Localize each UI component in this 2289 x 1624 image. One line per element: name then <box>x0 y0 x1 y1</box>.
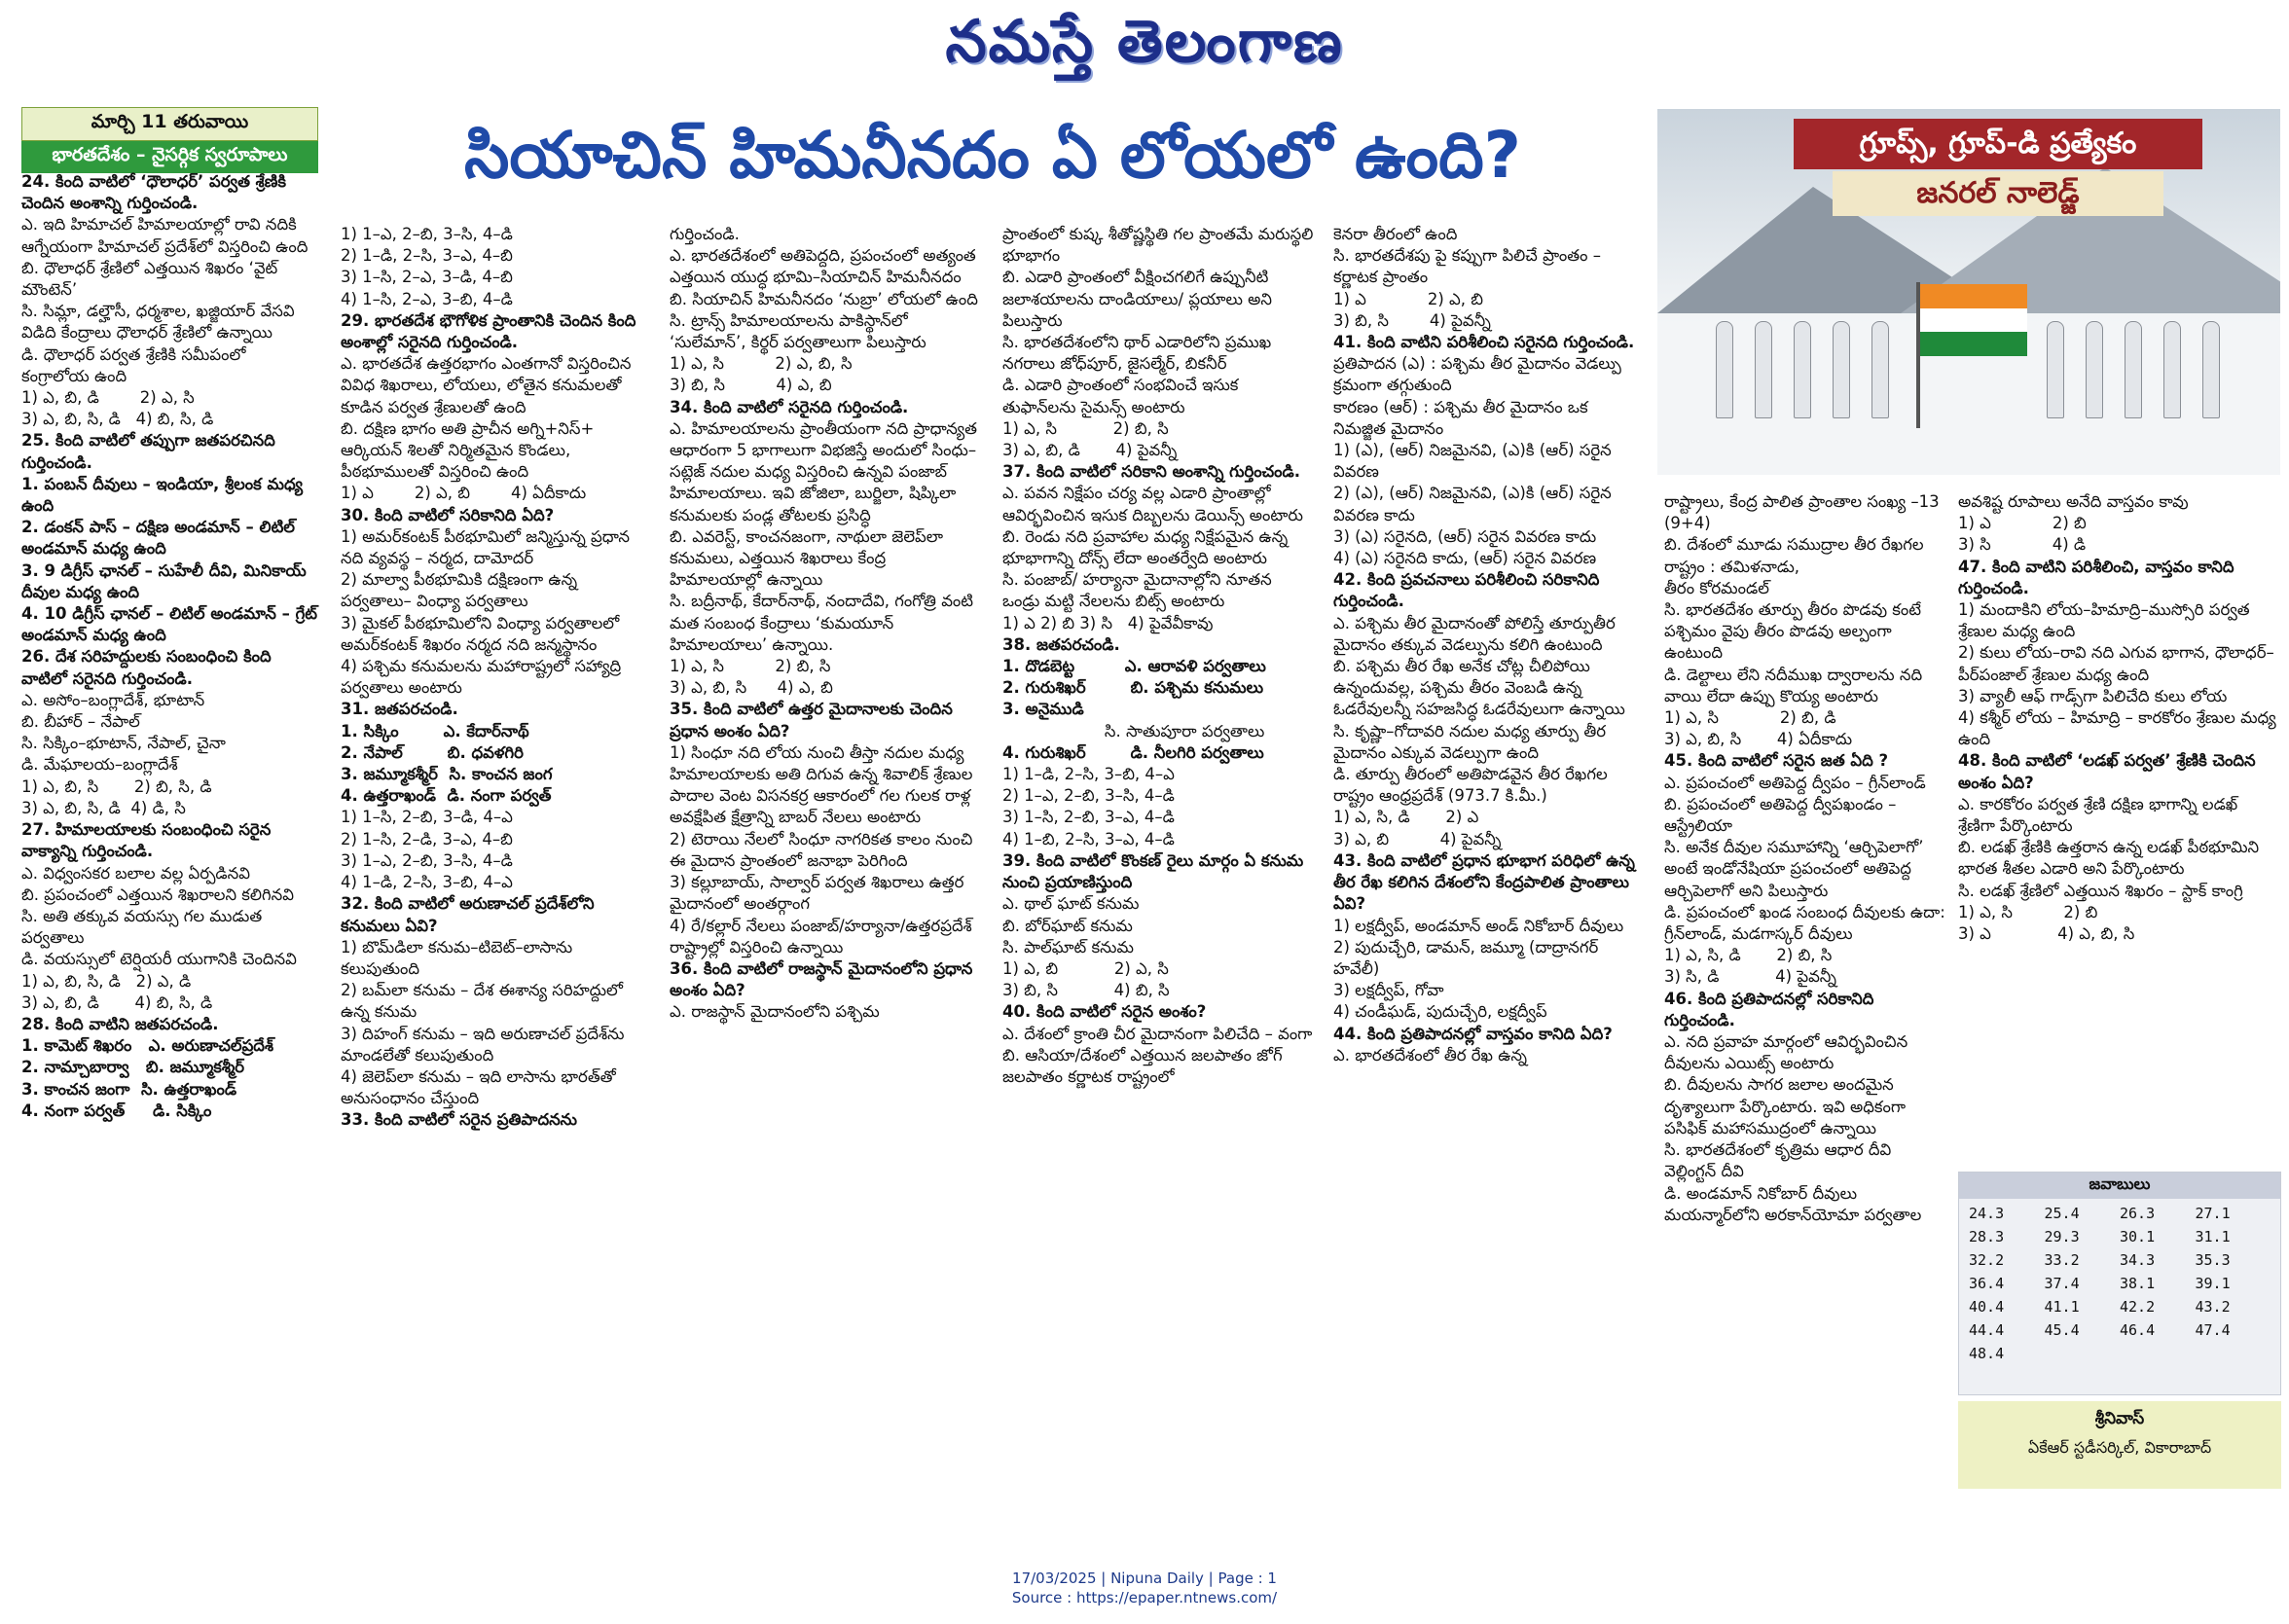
option-text: ఎ. భారతదేశ ఉత్తరభాగం ఎంతగానో విస్తరించిన వివిధ శిఖరాలు, లోయలు, లోతైన కనుమలతో కూడిన పర్వత శ్రేణులతో ఉంది <box>341 354 636 416</box>
option-text: సి. భారతదేశపు పై కప్పుగా పిలిచే ప్రాంతం – కర్ణాటక ప్రాంతం <box>1333 246 1607 287</box>
answer-item: 45.4 <box>2044 1321 2080 1339</box>
text-column-5 <box>1333 224 1645 1066</box>
answer-item: 39.1 <box>2195 1275 2231 1292</box>
answer-item: 37.4 <box>2044 1275 2080 1292</box>
question-text: 3. అనైముడి <box>1002 700 1084 719</box>
option-text: ఎ. థాల్ ఘాట్ కనుమ <box>1002 894 1140 914</box>
option-text: సి. ట్రాన్స్ హిమాలయాలను పాకిస్థాన్‌లో ‘సులేమాన్’, కిర్థర్ పర్వతాలుగా పిలుస్తారు <box>670 310 926 352</box>
option-text: 1) ఎ 2) బి <box>1958 514 2087 533</box>
question-text: 41. కింది వాటిని పరిశీలించి సరైనది గుర్తించండి. <box>1333 333 1635 352</box>
option-text: 1) ఎ, సి 2) బి, సి <box>1002 418 1169 438</box>
option-text: 2) పుదుచ్చేరి, డామన్, జమ్మూ (దాద్రానగర్ హవేలీ) <box>1333 937 1604 978</box>
question-text: 29. భారతదేశ భౌగోళిక ప్రాంతానికి చెందిన కింది అంశాల్లో సరైనది గుర్తించండి. <box>341 310 642 352</box>
text-column-1 <box>21 171 323 1122</box>
soldier-figure <box>1794 321 1811 418</box>
option-text: 2) 1–డి, 2–సి, 3–ఎ, 4–బి <box>341 246 513 266</box>
answer-item: 24.3 <box>1969 1205 2005 1222</box>
option-text: 2) (ఎ), (ఆర్) నిజమైనవి, (ఎ)కి (ఆర్) సరైన వివరణ కాదు <box>1333 484 1617 524</box>
question-text: 27. హిమాలయాలకు సంబంధించి సరైన వాక్యాన్ని గుర్తించండి. <box>21 820 277 861</box>
option-text: 4) 1–డి, 2–సి, 3–బి, 4–ఎ <box>341 873 513 892</box>
answer-item: 34.3 <box>2120 1251 2156 1269</box>
option-text: బి. రెండు నది ప్రవాహాల మధ్య నిక్షేపమైన ఉన్న భూభాగాన్ని దోన్స్ లేదా అంతర్వేది అంటారు <box>1002 526 1293 568</box>
option-text: 1) (ఎ), (ఆర్) నిజమైనవి, (ఎ)కి (ఆర్) సరైన వివరణ <box>1333 441 1617 482</box>
soldier-figure <box>2202 321 2220 418</box>
option-text: ఎ. పశ్చిమ తీర మైదానంతో పోలిస్తే తూర్పుతీర మైదానం తక్కువ వెడల్పును కలిగి ఉంటుంది <box>1333 613 1620 654</box>
question-text: 2. నామ్చాబార్వా బి. జమ్మూకశ్మీర్ <box>21 1058 245 1077</box>
topic-label: భారతదేశం – నైసర్గిక స్వరూపాలు <box>21 141 318 173</box>
question-text: 36. కింది వాటిలో రాజస్థాన్ మైదానంలోని ప్రధాన అంశం ఏది? <box>670 958 979 1000</box>
answer-item: 46.4 <box>2120 1321 2156 1339</box>
question-text: 2. నేపాల్ బి. ధవళగిరి <box>341 742 524 762</box>
option-text: 3) 1–ఎ, 2–బి, 3–సి, 4–డి <box>341 850 513 870</box>
question-text: 43. కింది వాటిలో ప్రధాన భూభాగ పరిధిలో ఉన్న తీర రేఖ కలిగిన దేశంలోని కేంద్రపాలిత ప్రాంతాలు ఏవి? <box>1333 850 1641 914</box>
question-text: 1. కామెట్ శిఖరం ఎ. అరుణాచల్‌ప్రదేశ్ <box>21 1036 274 1056</box>
option-text: 1) 1–డి, 2–సి, 3–బి, 4–ఎ <box>1002 765 1175 784</box>
option-text: డి. ధౌలాధర్ పర్వత శ్రేణికి సమీపంలో కంగ్రాలోయ ఉంది <box>21 344 251 385</box>
soldier-figure <box>2047 321 2064 418</box>
page-footer <box>0 1569 2289 1607</box>
option-text: డి. ప్రపంచంలో ఖండ సంబంధ దీవులకు ఉదా: గ్రీన్‌లాండ్, మడగాస్కర్ దీవులు <box>1664 902 1951 944</box>
answer-item: 25.4 <box>2044 1205 2080 1222</box>
option-text: 1) లక్షద్వీప్, అండమాన్ అండ్ నికోబార్ దీవులు <box>1333 916 1624 935</box>
question-text: 45. కింది వాటిలో సరైన జత ఏది ? <box>1664 751 1889 771</box>
continuation-label: మార్చి 11 తరువాయి <box>21 107 318 141</box>
option-text: బి. ఎడారి ప్రాంతంలో వీక్షించగలిగే ఉప్పునీటి జలాశయాలను దాండియాలు/ ప్లయాలు అని పిలుస్తారు <box>1002 268 1278 330</box>
option-text: బి. సియాచిన్ హిమనీనదం ‘నుబ్రా’ లోయలో ఉంది <box>670 289 978 308</box>
option-text: బి. ఆసియా/దేశంలో ఎత్తయిన జలపాతం జోగ్ జలపాతం కర్ణాటక రాష్ట్రంలో <box>1002 1045 1288 1086</box>
masthead: నమస్తే తెలంగాణ <box>945 8 1344 76</box>
question-text: 4. గురుశిఖర్ డి. నీలగిరి పర్వతాలు <box>1002 742 1264 762</box>
text-column-4 <box>1002 224 1319 1088</box>
option-text: 1) ఎ, బి, సి 2) బి, సి, డి <box>21 776 212 796</box>
promo-tag: గ్రూప్స్, గ్రూప్-డి ప్రత్యేకం <box>1794 119 2202 169</box>
option-text: 4) 1–బి, 2–సి, 3–ఎ, 4–డి <box>1002 829 1175 848</box>
option-text: సి. సాతుపూరా పర్వతాలు <box>1002 721 1265 740</box>
option-text: ఎ. ప్రపంచంలో అతిపెద్ద ద్వీపం – గ్రీన్‌లాండ్ <box>1664 773 1926 792</box>
question-text: 26. దేశ సరిహద్దులకు సంబంధించి కింది వాటిలో సరైనది గుర్తించండి. <box>21 647 277 688</box>
soldier-figure <box>1833 321 1850 418</box>
option-text: 3) (ఎ) సరైనది, (ఆర్) సరైన వివరణ కాదు <box>1333 526 1597 546</box>
option-text: 3) బి, సి 4) ఎ, బి <box>670 376 832 395</box>
author-details: ఏకేఆర్ స్టడీసర్కిల్, వికారాబాద్ <box>2027 1438 2212 1457</box>
text-column-3 <box>670 224 981 1024</box>
option-text: సి. భారతదేశం తూర్పు తీరం పొడవు కంటే పశ్చిమం వైపు తీరం పొడవు అల్పంగా ఉంటుంది <box>1664 600 1927 663</box>
question-text: 1. దొడబెట్ట ఎ. ఆరావళి పర్వతాలు <box>1002 657 1266 676</box>
option-text: రాష్ట్రాలు, కేంద్ర పాలిత ప్రాంతాల సంఖ్య –13 (9+4) <box>1664 492 1944 533</box>
option-text: 3) సి, డి 4) పైవన్నీ <box>1664 967 1837 987</box>
option-text: బి. ప్రపంచంలో ఎత్తయిన శిఖరాలని కలిగినవి <box>21 884 294 904</box>
promo-subtitle: జనరల్ నాలెడ్జ్ <box>1833 171 2163 216</box>
option-text: 3) 1–సి, 2–ఎ, 3–డి, 4–బి <box>341 268 513 287</box>
question-text: 40. కింది వాటిలో సరైన అంశం? <box>1002 1002 1207 1022</box>
option-text: 3) బి, సి 4) పైవన్నీ <box>1333 310 1491 330</box>
footer-date-line: 17/03/2025 | Nipuna Daily | Page : 1 <box>1012 1570 1277 1587</box>
option-text: 4) చండీఘడ్, పుదుచ్చేరి, లక్షద్వీప్ <box>1333 1002 1547 1022</box>
option-text: ఎ. కారకోరం పర్వత శ్రేణి దక్షిణ భాగాన్ని లడఖ్ శ్రేణిగా పేర్కొంటారు <box>1958 794 2243 836</box>
option-text: 4) 1–సి, 2–ఎ, 3–బి, 4–డి <box>341 289 513 308</box>
soldier-figure <box>2163 321 2181 418</box>
soldier-figure <box>2086 321 2103 418</box>
option-text: 1) 1–సి, 2–బి, 3–డి, 4–ఎ <box>341 808 513 827</box>
option-text: కారణం (ఆర్) : పశ్చిమ తీర మైదానం ఒక నిమజ్జిత మైదానం <box>1333 397 1593 438</box>
option-text: 3) వ్యాలీ ఆఫ్ గాడ్స్‌గా పిలిచేది కులు లోయ <box>1958 686 2228 705</box>
author-box <box>1958 1401 2281 1489</box>
answer-item: 33.2 <box>2044 1251 2080 1269</box>
option-text: 1) ఎ, సి 2) బి <box>1958 902 2098 921</box>
answer-key-title: జవాబులు <box>1959 1173 2280 1199</box>
option-text: కెనరా తీరంలో ఉంది <box>1333 225 1458 243</box>
option-text: సి. భారతదేశంలో కృత్రిమ ఆధార దీవి వెల్లింగ్టన్ దీవి <box>1664 1140 1897 1181</box>
soldier-figure <box>1871 321 1889 418</box>
question-text: 30. కింది వాటిలో సరికానిది ఏది? <box>341 505 555 524</box>
option-text: డి. ఎడారి ప్రాంతంలో సంభవించే ఇసుక తుఫాన్‌లను సైమన్స్ అంటారు <box>1002 376 1244 416</box>
answer-key <box>1958 1172 2281 1395</box>
option-text: 3) బి, సి 4) బి, సి <box>1002 981 1170 1000</box>
option-text: 3) ఎ 4) ఎ, బి, సి <box>1958 924 2135 944</box>
answer-item: 48.4 <box>1969 1345 2005 1362</box>
question-text: 46. కింది ప్రతిపాదనల్లో సరికానిది గుర్తించండి. <box>1664 989 1880 1029</box>
option-text: సి. భారతదేశంలోని థార్ ఎడారిలోని ప్రముఖ నగరాలు జోధ్‌పూర్, జైసల్మేర్, బికనీర్ <box>1002 333 1277 374</box>
question-text: 37. కింది వాటిలో సరికాని అంశాన్ని గుర్తించండి. <box>1002 462 1301 482</box>
option-text: 1) ఎ, బి 2) ఎ, సి <box>1002 958 1169 978</box>
option-text: బి. దీవులను సాగర జలాల అందమైన దృశ్యాలుగా పేర్కొంటారు. ఇవి అధికంగా పసిఫిక్ మహాసముద్రంలో ఉన్నాయి <box>1664 1075 1911 1137</box>
option-text: 3) ఎ, బి, సి, డి 4) డి, సి <box>21 798 186 817</box>
question-text: 28. కింది వాటిని జతపరచండి. <box>21 1014 219 1033</box>
question-text: 4. ఉత్తరాఖండ్ డి. నంగా పర్వత్ <box>341 786 552 806</box>
option-text: 3) లక్షద్వీప్, గోవా <box>1333 981 1444 1000</box>
option-text: 1) సింధూ నది లోయ నుంచి తీస్తా నదుల మధ్య హిమాలయాలకు అతి దిగువ ఉన్న శివాలిక్ శ్రేణుల పాదాల వెంట విసనకర్ర ఆకారంలో గల గులక రాళ్ల అవక్షేపిత క్షేత్రాన్ని బాబర్ నేలలు అంటారు <box>670 742 978 827</box>
answer-grid <box>1959 1199 2280 1368</box>
question-text: 2. డంకన్ పాస్ – దక్షిణ అండమాన్ – లిటిల్ అండమాన్ మధ్య ఉంది <box>21 518 301 559</box>
question-text: 2. గురుశిఖర్ బి. పశ్చిమ కనుమలు <box>1002 678 1264 698</box>
answer-item: 26.3 <box>2120 1205 2156 1222</box>
option-text: 4) (ఎ) సరైనది కాదు, (ఆర్) సరైన వివరణ <box>1333 549 1597 568</box>
section-box <box>21 107 318 173</box>
option-text: 3) ఎ, బి, సి, డి 4) బి, సి, డి <box>21 410 214 429</box>
option-text: 1) ఎ 2) బి 3) సి 4) పైవేవీకావు <box>1002 613 1214 632</box>
option-text: డి. మేఘాలయ–బంగ్లాదేశ్ <box>21 755 178 775</box>
option-text: 3) ఎ, బి, డి 4) బి, సి, డి <box>21 992 213 1012</box>
option-text: ఎ. భారతదేశంలో తీర రేఖ ఉన్న <box>1333 1045 1527 1065</box>
option-text: 4) పశ్చిమ కనుమలను మహారాష్ట్రలో సహ్యాద్రి పర్వతాలు అంటారు <box>341 657 627 698</box>
option-text: బి. బోర్‌ఘాట్ కనుమ <box>1002 916 1133 935</box>
option-text: బి. బీహార్ – నేపాల్ <box>21 712 140 732</box>
option-text: 1) 1–ఎ, 2–బి, 3–సి, 4–డి <box>341 225 513 243</box>
option-text: బి. లడఖ్ శ్రేణికి ఉత్తరాన ఉన్న లడఖ్ పీఠభూమిని భారత శీతల ఎడారి అని పేర్కొంటారు <box>1958 838 2265 879</box>
option-text: 1) ఎ, బి, సి, డి 2) ఎ, డి <box>21 971 192 991</box>
option-text: 1) బొమ్‌డిలా కనుమ–టిబెట్–లాసాను కలుపుతుంది <box>341 937 578 978</box>
option-text: 3) ఎ, బి, సి 4) ఏదీకాదు <box>1664 730 1853 749</box>
option-text: 3) సి 4) డి <box>1958 535 2087 555</box>
option-text: ఎ. దేశంలో క్రాంతి చీర మైదానంగా పిలిచేది – వంగా <box>1002 1024 1313 1043</box>
answer-item: 28.3 <box>1969 1228 2005 1245</box>
option-text: 1) ఎ, సి 2) బి, డి <box>1664 708 1836 728</box>
question-text: 3. 9 డిగ్రీస్ ఛానల్ – సుహేలీ దీవి, మినికాయ్ దీవుల మధ్య ఉంది <box>21 560 312 601</box>
option-text: 3) దిహంగ్ కనుమ – ఇది అరుణాచల్ ప్రదేశ్‌ను మాండలేతో కలుపుతుంది <box>341 1024 630 1065</box>
question-text: 24. కింది వాటిలో ‘ధౌలాధర్’ పర్వత శ్రేణికి చెందిన అంశాన్ని గుర్తించండి. <box>21 172 292 213</box>
question-text: 1. పంబన్ దీవులు – ఇండియా, శ్రీలంక మధ్య ఉంది <box>21 474 309 516</box>
option-text: డి. డెల్టాలు లేని నదీముఖ ద్వారాలను నది వాయి లేదా ఉప్పు కొయ్య అంటారు <box>1664 665 1928 705</box>
option-text: సి. కృష్ణా–గోదావరి నదుల మధ్య తూర్పు తీర మైదానం ఎక్కువ వెడల్పుగా ఉంది <box>1333 721 1612 762</box>
option-text: 1) మందాకిని లోయ–హిమాద్రి–ముస్సోరి పర్వత శ్రేణుల మధ్య ఉంది <box>1958 600 2255 641</box>
soldier-figure <box>1716 321 1733 418</box>
option-text: 3) మైకల్ పీఠభూమిలోని వింధ్యా పర్వతాలలో అమర్‌కంటక్ శిఖరం నర్మద నది జన్మస్థానం <box>341 613 625 654</box>
author-name: శ్రీనివాస్ <box>2094 1409 2145 1428</box>
option-text: ఎ. అసోం–బంగ్లాదేశ్, భూటాన్ <box>21 690 205 709</box>
option-text: సి. పాల్‌ఘాట్ కనుమ <box>1002 937 1134 956</box>
option-text: ఎ. పవన నిక్షేపం చర్య వల్ల ఎడారి ప్రాంతాల్లో ఆవిర్భవించిన ఇసుక దిబ్బలను డెయిన్స్ అంటారు <box>1002 484 1303 524</box>
option-text: బి. ధౌలాధర్ శ్రేణిలో ఎత్తయిన శిఖరం ‘వైట్ మౌంటెన్’ <box>21 258 283 300</box>
option-text: సి. అనేక దీవుల సమూహాన్ని ‘ఆర్చిపెలాగో’ అంటే ఇండోనేషియా ప్రపంచంలో అతిపెద్ద ఆర్చిపెలాగో అని పిలుస్తారు <box>1664 838 1929 900</box>
question-text: 48. కింది వాటిలో ‘లడఖ్ పర్వత’ శ్రేణికి చెందిన అంశం ఏది? <box>1958 751 2262 792</box>
option-text: 2) 1–సి, 2–డి, 3–ఎ, 4–బి <box>341 829 513 848</box>
option-text: 3) 1–సి, 2–బి, 3–ఎ, 4–డి <box>1002 808 1175 827</box>
option-text: 3) ఎ, బి 4) పైవన్నీ <box>1333 829 1502 848</box>
option-text: సి. పంజాబ్/ హర్యానా మైదానాల్లోని నూతన ఒండ్రు మట్టి నేలలను బిట్స్ అంటారు <box>1002 570 1277 611</box>
option-text: 1) ఎ, సి, డి 2) ఎ <box>1333 808 1479 827</box>
option-text: సి. సిమ్లా, డల్హౌసీ, ధర్మశాల, ఖజ్జియార్ వేసవి విడిది కేంద్రాలు ధౌలాధర్ శ్రేణిలో ఉన్నాయి <box>21 302 300 343</box>
option-text: బి. ప్రపంచంలో అతిపెద్ద ద్వీపఖండం – ఆస్ట్రేలియా <box>1664 794 1902 836</box>
option-text: ప్రతిపాదన (ఎ) : పశ్చిమ తీర మైదానం వెడల్పు క్రమంగా తగ్గుతుంది <box>1333 354 1627 395</box>
answer-item: 32.2 <box>1969 1251 2005 1269</box>
question-text: 47. కింది వాటిని పరిశీలించి, వాస్తవం కానిది గుర్తించండి. <box>1958 557 2240 597</box>
option-text: డి. తూర్పు తీరంలో అతిపొడవైన తీర రేఖగల రాష్ట్రం ఆంధ్రప్రదేశ్ (973.7 కి.మీ.) <box>1333 765 1613 806</box>
promo-photo <box>1657 109 2280 475</box>
question-text: 4. 10 డిగ్రీస్ ఛానల్ – లిటిల్ అండమాన్ – గ్రేట్ అండమాన్ మధ్య ఉంది <box>21 604 323 645</box>
question-text: 38. జతపరచండి. <box>1002 634 1120 654</box>
answer-item: 40.4 <box>1969 1298 2005 1316</box>
option-text: 1) ఎ 2) ఎ, బి <box>1333 289 1483 308</box>
option-text: 1) ఎ, సి, డి 2) బి, సి <box>1664 946 1833 965</box>
option-text: ఎ. రాజస్థాన్ మైదానంలోని పశ్చిమ <box>670 1002 880 1022</box>
option-text: బి. ఎవరెస్ట్, కాంచనజంగా, నాథులా జెలెప్‌లా కనుమలు, ఎత్తయిన శిఖరాలు కేంద్ర హిమాలయాల్లో ఉన్నాయి <box>670 526 949 590</box>
footer-source-line: Source : https://epaper.ntnews.com/ <box>1011 1589 1278 1606</box>
article-headline: సియాచిన్ హిమనీనదం ఏ లోయలో ఉంది? <box>464 118 1521 193</box>
option-text: 1) ఎ, సి 2) ఎ, బి, సి <box>670 354 853 374</box>
answer-item: 42.2 <box>2120 1298 2156 1316</box>
answer-item: 31.1 <box>2195 1228 2231 1245</box>
answer-item: 35.3 <box>2195 1251 2231 1269</box>
option-text: డి. వయస్సులో టెర్షియరీ యుగానికి చెందినవి <box>21 950 297 969</box>
option-text: 2) మాల్వా పీఠభూమికి దక్షిణంగా ఉన్న పర్వతాలు– వింధ్యా పర్వతాలు <box>341 570 583 611</box>
answer-item: 44.4 <box>1969 1321 2005 1339</box>
answer-item: 36.4 <box>1969 1275 2005 1292</box>
question-text: 4. నంగా పర్వత్ డి. సిక్కిం <box>21 1101 212 1120</box>
option-text: అవశిష్ట రూపాలు అనేది వాస్తవం కావు <box>1958 492 2189 511</box>
option-text: 4) జెలెప్‌లా కనుమ – ఇది లాసాను భారత్‌తో అనుసంధానం చేస్తుంది <box>341 1066 622 1108</box>
text-column-2 <box>341 224 647 1132</box>
option-text: 2) 1–ఎ, 2–బి, 3–సి, 4–డి <box>1002 786 1175 806</box>
option-text: సి. అతి తక్కువ వయస్సు గల ముడుత పర్వతాలు <box>21 906 268 948</box>
option-text: ఎ. విధ్వంసకర బలాల వల్ల ఏర్పడినవి <box>21 863 250 883</box>
option-text: సి. లడఖ్ శ్రేణిలో ఎత్తయిన శిఖరం – స్టాక్ కాంగ్రి <box>1958 881 2243 900</box>
soldier-figure <box>2125 321 2142 418</box>
text-column-6 <box>1664 491 1951 1226</box>
option-text: 1) ఎ, సి 2) బి, సి <box>670 657 831 676</box>
option-text: ఎ. నది ప్రవాహ మార్గంలో ఆవిర్భవించిన దీవులను ఎయిట్స్ అంటారు <box>1664 1032 1913 1073</box>
option-text: తీరం కోరమండల్ <box>1664 578 1769 597</box>
question-text: 3. కాంచన జంగా సి. ఉత్తరాఖండ్ <box>21 1079 237 1099</box>
option-text: బి. దక్షిణ భాగం అతి ప్రాచీన అగ్ని+నిస్+ ఆర్కియన్ శిలతో నిర్మితమైన కొండలు, పీఠభూములతో విస్తరించి ఉంది <box>341 418 600 482</box>
question-text: 34. కింది వాటిలో సరైనది గుర్తించండి. <box>670 397 909 416</box>
option-text: 1) అమర్‌కంటక్ పీఠభూమిలో జన్మిస్తున్న ప్రధాన నది వ్యవస్థ – నర్మద, దామోదర్ <box>341 526 636 568</box>
question-text: 1. సిక్కిం ఎ. కేదార్‌నాథ్ <box>341 721 529 740</box>
option-text: ఎ. భారతదేశంలో అతిపెద్దది, ప్రపంచంలో అత్యంత ఎత్తయిన యుద్ధ భూమి–సియాచిన్ హిమనీనదం <box>670 246 982 287</box>
question-text: 35. కింది వాటిలో ఉత్తర మైదానాలకు చెందిన ప్రధాన అంశం ఏది? <box>670 700 959 740</box>
option-text: 4) రే/కల్లార్ నేలలు పంజాబ్/హర్యానా/ఉత్తరప్రదేశ్ రాష్ట్రాల్లో విస్తరించి ఉన్నాయి <box>670 916 977 956</box>
option-text: 2) బమ్‌లా కనుమ – దేశ ఈశాన్య సరిహద్దులో ఉన్న కనుమ <box>341 981 629 1022</box>
question-text: 31. జతపరచండి. <box>341 700 458 719</box>
option-text: ఎ. ఇది హిమాచల్ హిమాలయాల్లో రావి నదికి ఆగ్నేయంగా హిమాచల్ ప్రదేశ్‌లో విస్తరించి ఉంది <box>21 215 309 256</box>
option-text: 1) ఎ 2) ఎ, బి 4) ఏదీకాదు <box>341 484 587 503</box>
answer-item: 47.4 <box>2195 1321 2231 1339</box>
option-text: 3) కల్లూబాయ్, సాల్వార్ పర్వత శిఖరాలు ఉత్తర మైదానంలో అంతర్గాంగ <box>670 873 969 914</box>
option-text: 2) కులు లోయ–రావి నది ఎగువ భాగాన, ధౌలాధర్–పీర్‌పంజాల్ శ్రేణుల మధ్య ఉంది <box>1958 643 2274 684</box>
option-text: 1) ఎ, బి, డి 2) ఎ, సి <box>21 388 195 408</box>
question-text: 39. కింది వాటిలో కొంకణ్ రైలు మార్గం ఏ కనుమ నుంచి ప్రయాణిస్తుంది <box>1002 850 1310 892</box>
question-text: 3. జమ్మూకశ్మీర్ సి. కాంచన జంగ <box>341 765 553 784</box>
answer-item: 38.1 <box>2120 1275 2156 1292</box>
question-text: 33. కింది వాటిలో సరైన ప్రతిపాదనను <box>341 1110 577 1130</box>
option-text: సి. బద్రీనాథ్, కేదార్‌నాథ్, నందాదేవి, గంగోత్రి వంటి మత సంబంధ కేంద్రాలు ‘కుమయూన్ హిమాలయాలు’ ఉన్నాయి. <box>670 592 979 654</box>
answer-item: 27.1 <box>2195 1205 2231 1222</box>
option-text: బి. పశ్చిమ తీర రేఖ అనేక చోట్ల చీలిపోయి ఉన్నందువల్ల, పశ్చిమ తీరం వెంబడి ఉన్న ఓడరేవులన్నీ సహజసిద్ధ ఓడరేవులుగా ఉన్నాయి <box>1333 657 1625 719</box>
answer-item: 41.1 <box>2044 1298 2080 1316</box>
question-text: 42. కింది ప్రవచనాలు పరిశీలించి సరికానిది గుర్తించండి. <box>1333 570 1606 611</box>
option-text: డి. అండమాన్ నికోబార్ దీవులు మయన్మార్‌లోని అరకాన్‌యోమా పర్వతాల <box>1664 1183 1922 1224</box>
option-text: సి. సిక్కిం–భూటాన్, నేపాల్, చైనా <box>21 734 226 753</box>
option-text: గుర్తించండి. <box>670 225 740 243</box>
answer-item: 29.3 <box>2044 1228 2080 1245</box>
option-text: 3) ఎ, బి, డి 4) పైవన్నీ <box>1002 441 1178 460</box>
answer-item: 30.1 <box>2120 1228 2156 1245</box>
option-text: 4) కశ్మీర్ లోయ – హిమాద్రి – కారకోరం శ్రేణుల మధ్య ఉంది <box>1958 708 2281 749</box>
question-text: 32. కింది వాటిలో అరుణాచల్ ప్రదేశ్‌లోని కనుమలు ఏవి? <box>341 894 600 935</box>
option-text: 2) టెరాయి నేలలో సింధూ నాగరికత కాలం నుంచి ఈ మైదాన ప్రాంతంలో జనాభా పెరిగింది <box>670 829 978 870</box>
indian-flag-icon <box>1920 284 2027 356</box>
soldier-figure <box>1755 321 1772 418</box>
option-text: ఎ. హిమాలయాలను ప్రాంతీయంగా నది ప్రాధాన్యత ఆధారంగా 5 భాగాలుగా విభజిస్తే అందులో సింధు–సట్లెజ్ నదుల మధ్య విస్తరించి ఉన్నవి పంజాబ్ హిమాలయాలు. ఇవి జోజిలా, బుర్జిలా, షిప్కిలా కనుమలకు పండ్ల తోటలకు ప్రసిద్ధి <box>670 418 983 524</box>
text-column-7 <box>1958 491 2279 945</box>
question-text: 25. కింది వాటిలో తప్పుగా జతపరచినది గుర్తించండి. <box>21 431 281 472</box>
option-text: 3) ఎ, బి, సి 4) ఎ, బి <box>670 678 833 698</box>
question-text: 44. కింది ప్రతిపాదనల్లో వాస్తవం కానిది ఏది? <box>1333 1024 1613 1043</box>
option-text: బి. దేశంలో మూడు సముద్రాల తీర రేఖగల రాష్ట్రం : తమిళనాడు, <box>1664 535 1929 576</box>
option-text: ప్రాంతంలో కుష్క శీతోష్ణస్థితి గల ప్రాంతమే మరుస్థలి భూభాగం <box>1002 225 1319 266</box>
answer-item: 43.2 <box>2195 1298 2231 1316</box>
